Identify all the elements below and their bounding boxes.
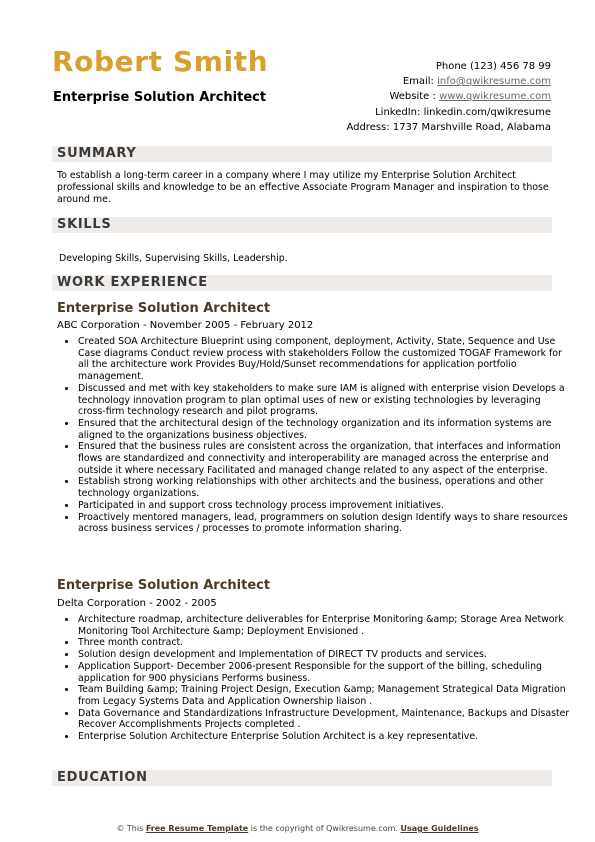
list-item: Three month contract. [78, 637, 570, 649]
phone-value: (123) 456 78 99 [470, 61, 551, 72]
address-value: 1737 Marshville Road, Alabama [392, 121, 551, 133]
list-item: Ensured that the business rules are consistent across the organization, that interfaces and information flows are standardized and connectivity and interoperability are managed across the enterprise and outside it where necessary Facilitated and managed change related to any aspect of the enterprise. [78, 441, 570, 476]
summary-text: To establish a long-term career in a company where I may utilize my Enterprise Solution Architect professional skills and knowledge to be an effective Associate Program Manager and inspiration to those around me. [57, 170, 549, 205]
list-item: Solution design development and Implementation of DIRECT TV products and services. [78, 649, 570, 661]
list-item: Discussed and met with key stakeholders to make sure IAM is aligned with enterprise vision Develops a technology innovation program to plan optimal uses of new or existing technologies by leveraging cross-firm technology research and pilot programs. [78, 383, 570, 418]
list-item: Enterprise Solution Architecture Enterprise Solution Architect is a key representative. [78, 731, 570, 743]
list-item: Establish strong working relationships with other architects and the business, operations and other technology organizations. [78, 476, 570, 499]
copyright-footer [0, 824, 595, 833]
contact-website [346, 89, 551, 104]
list-item: Created SOA Architecture Blueprint using component, deployment, Activity, State, Sequence and Use Case diagrams Conduct review process with stakeholders Follow the customized TOGAF Framework for all the architecture work Provides Buy/Hold/Sunset recommendations for application portfolio management. [78, 336, 570, 383]
work-section-header [52, 275, 552, 291]
footer-middle: is the copyright of Qwikresume.com. [250, 824, 398, 833]
job-title: Enterprise Solution Architect [57, 578, 271, 593]
contact-block [346, 59, 551, 135]
contact-phone [346, 59, 551, 74]
skills-text: Developing Skills, Supervising Skills, Leadership. [59, 253, 288, 264]
education-heading: EDUCATION [57, 770, 148, 785]
contact-linkedin [346, 105, 551, 120]
work-heading: WORK EXPERIENCE [57, 275, 208, 290]
usage-guidelines-link[interactable]: Usage Guidelines [400, 824, 479, 833]
list-item: Architecture roadmap, architecture deliverables for Enterprise Monitoring &amp; Storage Area Network Monitoring Tool Architecture &amp; Deployment Envisioned . [78, 614, 570, 637]
address-label: Address: [346, 121, 390, 133]
education-section-header [52, 770, 552, 786]
candidate-name: Robert Smith [52, 45, 269, 78]
contact-address [346, 120, 551, 135]
skills-section-header [52, 217, 552, 233]
list-item: Ensured that the architectural design of the technology organization and its information systems are aligned to the organizations business objectives. [78, 418, 570, 441]
email-link[interactable]: info@qwikresume.com [437, 76, 551, 88]
skills-heading: SKILLS [57, 217, 112, 232]
job-bullet-list [60, 336, 570, 535]
website-label: Website : [389, 91, 436, 103]
linkedin-value: linkedin.com/qwikresume [423, 106, 551, 118]
job-company: ABC Corporation - November 2005 - February 2012 [57, 320, 314, 331]
linkedin-label: LinkedIn: [375, 106, 421, 118]
contact-email [346, 74, 551, 89]
list-item: Participated in and support cross technology process improvement initiatives. [78, 500, 570, 512]
list-item: Application Support- December 2006-present Responsible for the support of the billing, scheduling application for 900 physicians Performs business. [78, 661, 570, 684]
email-label: Email: [402, 76, 434, 88]
list-item: Data Governance and Standardizations Infrastructure Development, Maintenance, Backups and Disaster Recover Accomplishments Projects completed . [78, 707, 570, 731]
phone-label: Phone [435, 61, 467, 72]
summary-heading: SUMMARY [57, 146, 137, 161]
list-item: Proactively mentored managers, lead, programmers on solution design Identify ways to share resources across business services / processes to promote information sharing. [78, 512, 570, 535]
summary-section-header [52, 146, 552, 162]
job-title: Enterprise Solution Architect [57, 301, 271, 316]
free-resume-template-link[interactable]: Free Resume Template [145, 824, 249, 833]
job-bullet-list [60, 614, 570, 743]
job-company: Delta Corporation - 2002 - 2005 [57, 598, 217, 609]
candidate-title: Enterprise Solution Architect [53, 90, 267, 105]
footer-prefix: © This [116, 824, 144, 833]
website-link[interactable]: www.qwikresume.com [439, 91, 551, 103]
list-item: Team Building &amp; Training Project Design, Execution &amp; Management Strategical Data Migration from Legacy Systems Data and Application Ownership liaison . [78, 684, 570, 707]
